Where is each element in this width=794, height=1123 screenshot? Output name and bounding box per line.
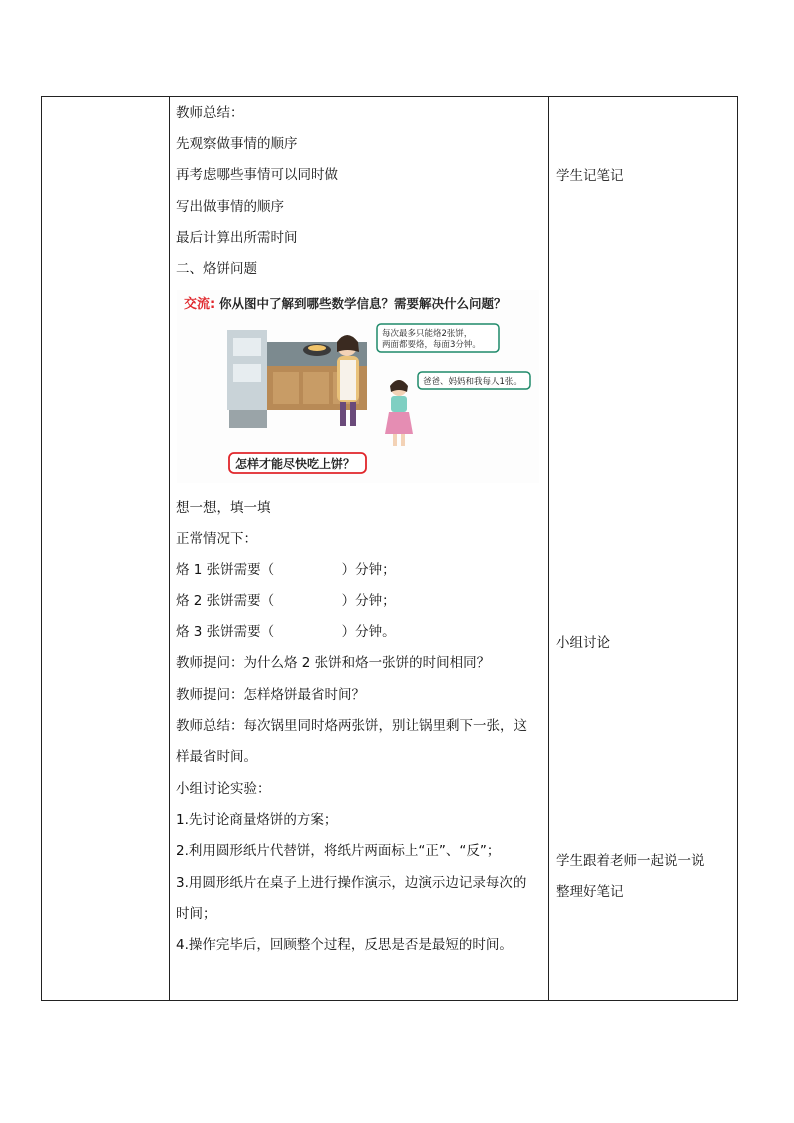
fill-blank-1: 烙 1 张饼需要（ ）分钟；	[176, 562, 396, 578]
mother-bubble-line-2: 两面都要烙，每面3分钟。	[382, 340, 481, 350]
text-line: 想一想，填一填	[176, 500, 271, 516]
girl-bubble-text: 爸爸、妈妈和我每人1张。	[423, 377, 522, 387]
text-line: 小组讨论实验：	[176, 781, 271, 797]
student-activity: 小组讨论	[556, 635, 610, 651]
text-line: 教师提问：为什么烙 2 张饼和烙一张饼的时间相同？	[176, 655, 491, 671]
text-line: 教师总结：	[176, 105, 244, 121]
text-line: 教师提问：怎样烙饼最省时间？	[176, 687, 365, 703]
pancake-illustration	[177, 290, 539, 483]
column-divider-1	[169, 97, 170, 1000]
banner-question: 你从图中了解到哪些数学信息？需要解决什么问题？	[219, 296, 507, 311]
text-line: 再考虑哪些事情可以同时做	[176, 167, 338, 183]
bottom-question: 怎样才能尽快吃上饼？	[235, 457, 356, 471]
student-activity: 学生记笔记	[556, 168, 624, 184]
fill-blank-2: 烙 2 张饼需要（ ）分钟；	[176, 593, 396, 609]
text-line: 3.用圆形纸片在桌子上进行操作演示，边演示边记录每次的	[176, 875, 527, 891]
text-line: 先观察做事情的顺序	[176, 136, 298, 152]
student-activity: 整理好笔记	[556, 884, 624, 900]
text-line: 4.操作完毕后，回顾整个过程，反思是否是最短的时间。	[176, 937, 513, 953]
banner-prefix: 交流:	[184, 297, 216, 312]
text-line: 最后计算出所需时间	[176, 230, 298, 246]
mother-bubble-line-1: 每次最多只能烙2张饼，	[382, 329, 473, 339]
text-line: 样最省时间。	[176, 749, 257, 765]
text-line: 写出做事情的顺序	[176, 199, 284, 215]
column-divider-2	[548, 97, 549, 1000]
text-line: 教师总结：每次锅里同时烙两张饼，别让锅里剩下一张，这	[176, 718, 527, 734]
text-line: 2.利用圆形纸片代替饼，将纸片两面标上“正”、“反”；	[176, 843, 501, 859]
section-heading: 二、烙饼问题	[176, 261, 257, 277]
text-line: 时间；	[176, 906, 217, 922]
fill-blank-3: 烙 3 张饼需要（ ）分钟。	[176, 624, 396, 640]
text-line: 1.先讨论商量烙饼的方案；	[176, 812, 338, 828]
text-line: 正常情况下：	[176, 531, 257, 547]
student-activity: 学生跟着老师一起说一说	[556, 853, 705, 869]
lesson-table	[41, 96, 738, 1001]
